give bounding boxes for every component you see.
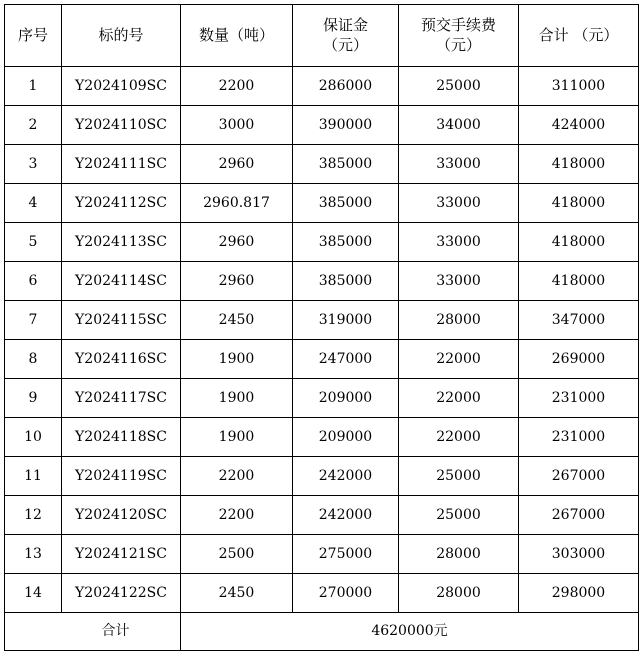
header-index xyxy=(5,5,62,67)
cell-deposit: 247000 xyxy=(293,340,399,379)
header-line: （元） xyxy=(322,35,368,54)
cell-prepaid-fee: 28000 xyxy=(399,535,519,574)
table-row xyxy=(5,496,639,535)
cell-quantity: 2500 xyxy=(181,535,293,574)
cell-subtotal: 267000 xyxy=(519,457,639,496)
cell-lot-number: Y2024112SC xyxy=(62,184,181,223)
cell-index: 2 xyxy=(5,106,62,145)
header-line: 数量（吨） xyxy=(198,25,274,44)
cell-subtotal: 231000 xyxy=(519,379,639,418)
header-line: 预交手续费 xyxy=(420,16,496,34)
cell-lot-number: Y2024110SC xyxy=(62,106,181,145)
cell-quantity: 2960 xyxy=(181,262,293,301)
cell-lot-number: Y2024114SC xyxy=(62,262,181,301)
cell-lot-number: Y2024119SC xyxy=(62,457,181,496)
cell-lot-number: Y2024120SC xyxy=(62,496,181,535)
cell-subtotal: 231000 xyxy=(519,418,639,457)
total-row xyxy=(5,613,639,651)
cell-subtotal: 418000 xyxy=(519,145,639,184)
cell-prepaid-fee: 33000 xyxy=(399,262,519,301)
table-row xyxy=(5,340,639,379)
cell-deposit: 286000 xyxy=(293,67,399,106)
document-wrapper xyxy=(4,4,639,651)
deposit-table xyxy=(4,4,639,651)
cell-quantity: 2960.817 xyxy=(181,184,293,223)
cell-quantity: 2200 xyxy=(181,457,293,496)
table-row xyxy=(5,223,639,262)
cell-prepaid-fee: 28000 xyxy=(399,574,519,613)
table-body xyxy=(5,67,639,613)
cell-prepaid-fee: 34000 xyxy=(399,106,519,145)
cell-lot-number: Y2024115SC xyxy=(62,301,181,340)
cell-lot-number: Y2024121SC xyxy=(62,535,181,574)
cell-index: 6 xyxy=(5,262,62,301)
header-line: 合计 （元） xyxy=(538,25,619,44)
table-row xyxy=(5,106,639,145)
cell-lot-number: Y2024113SC xyxy=(62,223,181,262)
cell-index: 11 xyxy=(5,457,62,496)
cell-index: 5 xyxy=(5,223,62,262)
table-row xyxy=(5,418,639,457)
cell-deposit: 319000 xyxy=(293,301,399,340)
cell-quantity: 2960 xyxy=(181,145,293,184)
table-row xyxy=(5,457,639,496)
cell-index: 13 xyxy=(5,535,62,574)
cell-lot-number: Y2024116SC xyxy=(62,340,181,379)
cell-prepaid-fee: 33000 xyxy=(399,184,519,223)
table-row xyxy=(5,574,639,613)
header-quantity xyxy=(181,5,293,67)
cell-quantity: 2450 xyxy=(181,574,293,613)
cell-index: 9 xyxy=(5,379,62,418)
table-row xyxy=(5,535,639,574)
cell-prepaid-fee: 22000 xyxy=(399,418,519,457)
cell-lot-number: Y2024122SC xyxy=(62,574,181,613)
cell-lot-number: Y2024117SC xyxy=(62,379,181,418)
cell-quantity: 1900 xyxy=(181,340,293,379)
header-prepaid-fee xyxy=(399,5,519,67)
cell-index: 1 xyxy=(5,67,62,106)
cell-deposit: 385000 xyxy=(293,262,399,301)
cell-prepaid-fee: 22000 xyxy=(399,379,519,418)
cell-deposit: 209000 xyxy=(293,418,399,457)
cell-prepaid-fee: 22000 xyxy=(399,340,519,379)
cell-index: 10 xyxy=(5,418,62,457)
header-lot-number xyxy=(62,5,181,67)
cell-subtotal: 418000 xyxy=(519,184,639,223)
cell-lot-number: Y2024118SC xyxy=(62,418,181,457)
table-row xyxy=(5,262,639,301)
cell-quantity: 2200 xyxy=(181,496,293,535)
header-subtotal xyxy=(519,5,639,67)
cell-deposit: 275000 xyxy=(293,535,399,574)
cell-deposit: 209000 xyxy=(293,379,399,418)
cell-deposit: 390000 xyxy=(293,106,399,145)
header-line: 保证金 xyxy=(322,16,368,34)
cell-prepaid-fee: 28000 xyxy=(399,301,519,340)
table-row xyxy=(5,145,639,184)
cell-prepaid-fee: 33000 xyxy=(399,145,519,184)
cell-lot-number: Y2024109SC xyxy=(62,67,181,106)
cell-subtotal: 418000 xyxy=(519,223,639,262)
table-row xyxy=(5,379,639,418)
cell-index: 12 xyxy=(5,496,62,535)
cell-prepaid-fee: 25000 xyxy=(399,67,519,106)
table-row xyxy=(5,67,639,106)
cell-quantity: 2960 xyxy=(181,223,293,262)
cell-subtotal: 347000 xyxy=(519,301,639,340)
cell-quantity: 1900 xyxy=(181,379,293,418)
cell-quantity: 2200 xyxy=(181,67,293,106)
table-row xyxy=(5,301,639,340)
header-line: 标的号 xyxy=(98,25,144,44)
cell-index: 4 xyxy=(5,184,62,223)
cell-subtotal: 311000 xyxy=(519,67,639,106)
cell-subtotal: 418000 xyxy=(519,262,639,301)
cell-subtotal: 269000 xyxy=(519,340,639,379)
cell-subtotal: 303000 xyxy=(519,535,639,574)
total-label-cell xyxy=(5,613,62,651)
cell-quantity: 2450 xyxy=(181,301,293,340)
cell-index: 14 xyxy=(5,574,62,613)
cell-subtotal: 298000 xyxy=(519,574,639,613)
cell-deposit: 242000 xyxy=(293,457,399,496)
cell-prepaid-fee: 33000 xyxy=(399,223,519,262)
header-deposit xyxy=(293,5,399,67)
cell-deposit: 270000 xyxy=(293,574,399,613)
cell-subtotal: 424000 xyxy=(519,106,639,145)
total-value: 4620000元 xyxy=(181,613,639,651)
cell-deposit: 385000 xyxy=(293,223,399,262)
cell-prepaid-fee: 25000 xyxy=(399,457,519,496)
cell-index: 8 xyxy=(5,340,62,379)
header-line: （元） xyxy=(435,35,481,54)
cell-index: 7 xyxy=(5,301,62,340)
table-row xyxy=(5,184,639,223)
total-label: 合计 xyxy=(62,613,181,651)
cell-prepaid-fee: 25000 xyxy=(399,496,519,535)
cell-quantity: 1900 xyxy=(181,418,293,457)
header-line: 序号 xyxy=(17,25,48,44)
cell-subtotal: 267000 xyxy=(519,496,639,535)
cell-deposit: 242000 xyxy=(293,496,399,535)
cell-quantity: 3000 xyxy=(181,106,293,145)
header-row xyxy=(5,5,639,67)
cell-deposit: 385000 xyxy=(293,145,399,184)
cell-lot-number: Y2024111SC xyxy=(62,145,181,184)
cell-deposit: 385000 xyxy=(293,184,399,223)
cell-index: 3 xyxy=(5,145,62,184)
